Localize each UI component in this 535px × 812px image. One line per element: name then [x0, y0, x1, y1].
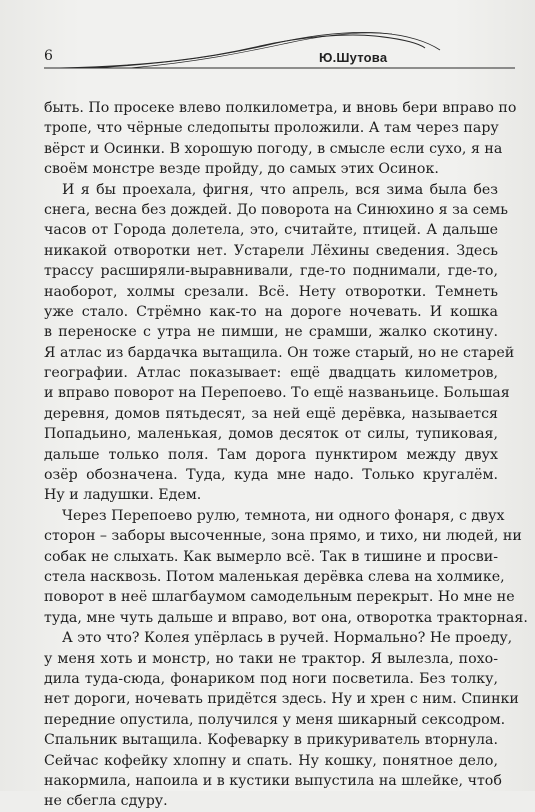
text-line: накормила, напоила и в кустики выпустила на шлейке, чтоб	[44, 772, 502, 789]
text-line: своём монстре везде пройду, до самых этих Осинок.	[44, 161, 439, 178]
text-line: в переноске с утра не пимши, не срамши, жалко скотину.	[44, 324, 498, 341]
text-line: никакой отворотки нет. Устарели Лёхины сведения. Здесь	[44, 242, 498, 259]
text-line: вёрст и Осинки. В хорошую погоду, в смысле если сухо, я на	[44, 140, 503, 157]
text-line: Сейчас кофейку хлопну и спать. Ну кошку, понятное дело,	[44, 752, 498, 769]
text-line: и вправо поворот на Перепоево. То ещё названьице. Большая	[44, 385, 510, 402]
text-line: дила туда-сюда, фонариком под ноги посветила. Без толку,	[44, 670, 498, 687]
text-line: Попадьино, маленькая, домов десяток от силы, тупиковая,	[44, 426, 498, 443]
text-line: тропе, что чёрные следопыты проложили. А там через пару	[44, 120, 499, 137]
text-line: Спальник вытащила. Кофеварку в прикуриватель вторнула.	[44, 732, 498, 749]
text-line: деревня, домов пятьдесят, за ней ещё дерёвка, называется	[44, 405, 498, 422]
text-line: Через Перепоево рулю, темнота, ни одного фонаря, с двух	[62, 507, 505, 524]
text-line: передние опустила, получился у меня шикарный сексодром.	[44, 711, 506, 728]
text-line: географии. Атлас показывает: ещё двадцать километров,	[44, 365, 498, 382]
text-line: И я бы проехала, фигня, что апрель, вся зима была без	[62, 181, 498, 198]
text-line: наоборот, холмы срезали. Всё. Нету отворотки. Темнеть	[44, 283, 498, 300]
text-line: быть. По просеке влево полкилометра, и вновь бери вправо по	[44, 100, 517, 116]
running-header	[0, 0, 535, 100]
text-line: снега, весна без дождей. До поворота на Синюхино я за семь	[44, 201, 508, 218]
text-line: дальше только поля. Там дорога пунктиром между двух	[44, 446, 498, 463]
text-line: часов от Города долетела, это, считайте, птицей. А дальше	[44, 222, 498, 239]
text-line: стела насквозь. Потом маленькая дерёвка слева на холмике,	[44, 568, 505, 585]
text-line: Ну и ладушки. Едем.	[44, 487, 202, 504]
text-line: А это что? Колея упёрлась в ручей. Нормально? Не проеду,	[62, 630, 513, 647]
page-number: 6	[44, 48, 53, 64]
text-line: туда, мне чуть дальше и вправо, вот она, отворотка тракторная.	[44, 609, 528, 626]
text-line: поворот в неё шлагбаумом самодельным перекрыт. Но мне не	[44, 589, 515, 606]
text-line: нет дороги, ночевать придётся здесь. Ну и хрен с ним. Спинки	[44, 691, 519, 708]
header-ornament-swoosh	[0, 0, 535, 100]
text-line: озёр обозначена. Туда, куда мне надо. Только кругалём.	[44, 467, 498, 484]
text-line: у меня хоть и монстр, но таки не трактор. Я вылезла, похо-	[44, 650, 498, 667]
text-line: трассу расширяли-выравнивали, где-то поднимали, где-то,	[44, 263, 498, 280]
text-line: уже стало. Стрёмно как-то на дороге ночевать. И кошка	[44, 303, 498, 320]
body-text	[44, 98, 528, 812]
running-head-author: Ю.Шутова	[319, 50, 388, 65]
text-line: Я атлас из бардачка вытащила. Он тоже старый, но не старей	[44, 344, 515, 361]
text-line: сторон – заборы высоченные, зона прямо, и тихо, ни людей, ни	[44, 528, 522, 545]
text-line: собак не слыхать. Как вымерло всё. Так в тишине и просви-	[44, 548, 498, 565]
text-line: не сбегла сдуру.	[44, 793, 168, 810]
